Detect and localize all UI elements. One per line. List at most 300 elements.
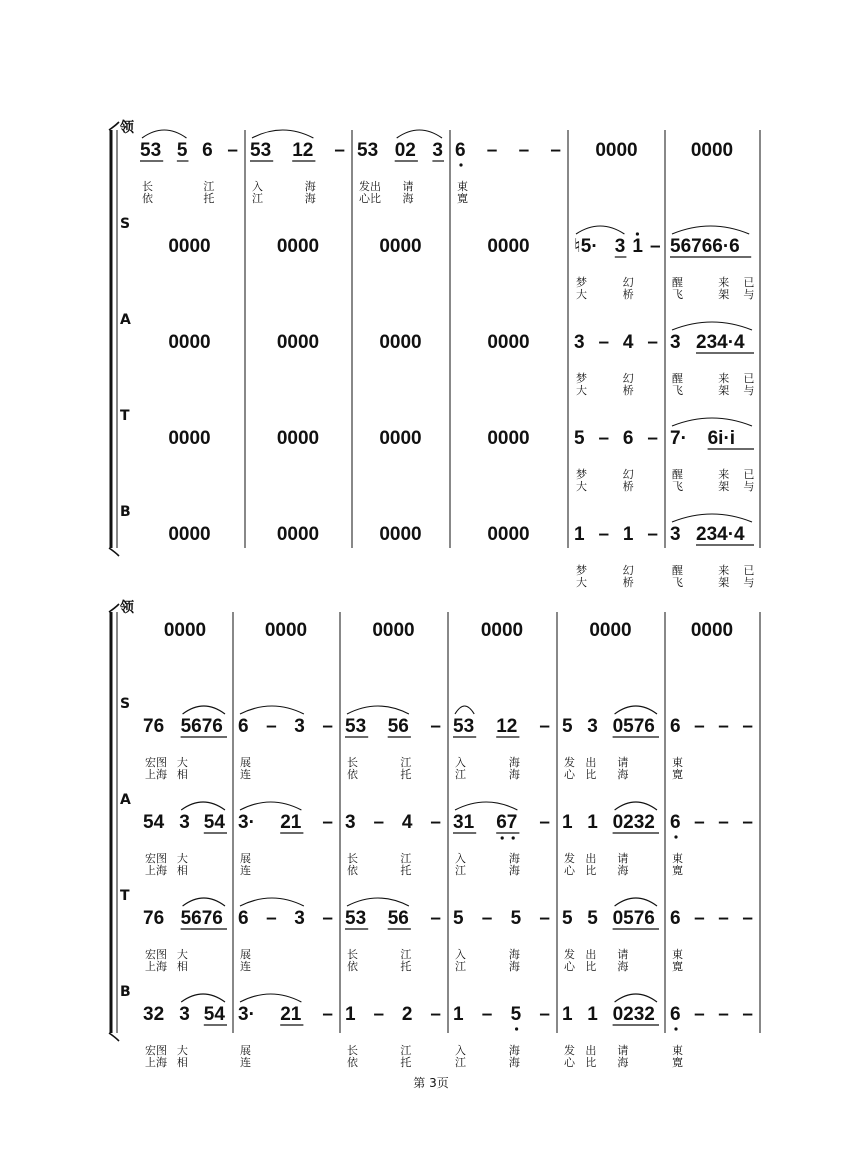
lyric: 海 — [617, 768, 629, 781]
note: 5 — [176, 140, 188, 161]
dash-hold: – — [539, 812, 550, 833]
dash-hold: – — [598, 428, 610, 449]
dash-hold: – — [486, 140, 498, 161]
note: 0576 — [612, 908, 655, 929]
rest-measure: 0000 — [276, 524, 320, 545]
lyric: 请 — [402, 180, 414, 193]
note: 4 — [401, 812, 413, 833]
note: 53 — [140, 140, 162, 161]
dash-hold: – — [694, 1004, 705, 1025]
lyric: 请 — [617, 756, 629, 769]
dash-hold: – — [718, 716, 729, 737]
lyric: 東 — [672, 1044, 683, 1057]
note: 5 — [510, 1004, 522, 1025]
note: 3 — [614, 236, 626, 257]
lyric: 宏图 — [145, 852, 167, 865]
note: 54 — [143, 812, 165, 833]
lyric: 比 — [585, 768, 597, 781]
lyric: 托 — [400, 960, 412, 973]
part-label: B — [120, 984, 131, 1000]
note: 3 — [179, 812, 190, 833]
dash-hold: – — [430, 716, 441, 737]
note: 1 — [574, 524, 585, 545]
dash-hold: – — [742, 1004, 753, 1025]
lyric: 飞 — [672, 480, 683, 493]
note: 3 — [670, 524, 681, 545]
note: 53 — [250, 140, 272, 161]
note: 3 — [587, 716, 598, 737]
octave-dot-low — [515, 1027, 518, 1030]
lyric: 大 — [576, 480, 587, 493]
slur — [347, 706, 409, 714]
dash-hold: – — [322, 908, 333, 929]
lyric: 醒 — [672, 564, 683, 577]
bracket-hook-bottom — [109, 1033, 119, 1041]
lyric: 架 — [718, 480, 730, 493]
lyric: 托 — [400, 1056, 412, 1069]
lyric: 江 — [203, 180, 215, 193]
lyric: 飞 — [672, 288, 683, 301]
lyric: 寛 — [457, 192, 468, 205]
dash-hold: – — [430, 908, 441, 929]
lyric: 已 — [743, 468, 755, 481]
slur — [181, 802, 225, 810]
note: 5676 — [180, 716, 223, 737]
lyric: 宏图 — [145, 1044, 167, 1057]
rest-measure: 0000 — [690, 620, 734, 641]
rest-measure: 0000 — [487, 428, 530, 449]
rest-measure: 0000 — [168, 236, 211, 257]
lyric: 大 — [176, 1044, 188, 1057]
lyric: 依 — [142, 192, 153, 205]
dash-hold: – — [266, 908, 277, 929]
part-label: S — [120, 216, 131, 232]
lyric: 桥 — [622, 576, 634, 589]
dash-hold: – — [227, 140, 238, 161]
lyric: 宏图 — [145, 756, 167, 769]
bracket-hook-bottom — [109, 548, 119, 556]
lyric: 架 — [718, 384, 730, 397]
rest-measure: 0000 — [589, 620, 632, 641]
lyric: 江 — [400, 756, 412, 769]
lyric: 入 — [252, 180, 263, 193]
lyric: 连 — [240, 864, 251, 877]
lyric: 江 — [455, 864, 466, 877]
lyric: 海 — [508, 1056, 520, 1069]
lyric: 幻 — [622, 372, 634, 385]
lyric: 比 — [585, 960, 597, 973]
note: 12 — [496, 716, 518, 737]
rest-measure: 0000 — [276, 332, 320, 353]
rest-measure: 0000 — [379, 524, 422, 545]
dash-hold: – — [598, 524, 610, 545]
note: 53 — [345, 908, 367, 929]
dash-hold: – — [373, 812, 385, 833]
part-label: S — [120, 696, 131, 712]
lyric: 已 — [743, 276, 755, 289]
lyric: 桥 — [622, 384, 634, 397]
slur — [672, 226, 749, 234]
lyric: 与 — [743, 288, 755, 301]
note: 2 — [401, 1004, 413, 1025]
note: 53 — [453, 716, 475, 737]
lyric: 東 — [457, 180, 468, 193]
slur — [240, 706, 304, 714]
note: 3 — [345, 812, 356, 833]
lyric: 心 — [564, 960, 575, 973]
dash-hold: – — [430, 812, 441, 833]
note: 6 — [238, 716, 249, 737]
slur — [347, 898, 409, 906]
lyric: 入 — [455, 852, 466, 865]
lyric: 江 — [400, 852, 412, 865]
rest-measure: 0000 — [487, 236, 530, 257]
note: 02 — [394, 140, 416, 161]
lyric: 长 — [347, 948, 358, 961]
lyric: 幻 — [622, 276, 634, 289]
lyric: 梦 — [576, 468, 587, 481]
note: 6i·i — [707, 428, 736, 449]
note: 53 — [357, 140, 379, 161]
lyric: 长 — [142, 180, 153, 193]
lyric: 海 — [508, 852, 520, 865]
note: 5676 — [180, 908, 223, 929]
dash-hold: – — [322, 812, 333, 833]
note: 56 — [387, 908, 409, 929]
lyric: 与 — [743, 480, 755, 493]
lyric: 请 — [617, 948, 629, 961]
lyric: 连 — [240, 960, 251, 973]
lyric: 心 — [564, 1056, 575, 1069]
lyric: 展 — [240, 852, 251, 865]
part-label: T — [120, 408, 130, 424]
dash-hold: – — [742, 716, 753, 737]
lyric: 寛 — [672, 768, 683, 781]
note: 3· — [238, 812, 255, 833]
rest-measure: 0000 — [163, 620, 207, 641]
rest-measure: 0000 — [487, 524, 530, 545]
lyric: 江 — [455, 960, 466, 973]
dash-hold: – — [334, 140, 345, 161]
lyric: 桥 — [622, 288, 634, 301]
bracket-hook-top — [109, 604, 119, 612]
part-label: A — [120, 312, 131, 328]
dash-hold: – — [742, 908, 753, 929]
dash-hold: – — [694, 812, 705, 833]
part-label: 领 — [120, 600, 134, 616]
lyric: 发 — [564, 1044, 575, 1057]
note: 234·4 — [696, 524, 745, 545]
lyric: 寛 — [672, 864, 683, 877]
lyric: 架 — [718, 576, 730, 589]
dash-hold: – — [539, 1004, 550, 1025]
lyric: 東 — [672, 756, 683, 769]
lyric: 大 — [576, 288, 587, 301]
rest-measure: 0000 — [264, 620, 308, 641]
lyric: 心 — [564, 864, 575, 877]
slur — [672, 322, 752, 330]
lyric: 托 — [203, 192, 215, 205]
dash-hold: – — [322, 716, 333, 737]
lyric: 入 — [455, 756, 466, 769]
lyric: 大 — [576, 576, 587, 589]
lyric: 展 — [240, 948, 251, 961]
note: 3 — [574, 332, 585, 353]
note: 234·4 — [696, 332, 745, 353]
lyric: 飞 — [672, 576, 683, 589]
lyric: 来 — [718, 372, 730, 385]
lyric: 与 — [743, 576, 755, 589]
note: 3 — [670, 332, 681, 353]
note: 31 — [453, 812, 475, 833]
lyric: 出 — [585, 756, 597, 769]
lyric: 已 — [743, 372, 755, 385]
note: 6 — [670, 812, 681, 833]
note: ♮5· — [574, 236, 598, 257]
lyric: 比 — [585, 1056, 597, 1069]
note: 6 — [202, 140, 213, 161]
note: 1 — [587, 1004, 598, 1025]
note: 54 — [203, 1004, 225, 1025]
lyric: 展 — [240, 1044, 251, 1057]
slur — [183, 706, 225, 714]
slur — [455, 802, 517, 810]
lyric: 海 — [508, 768, 520, 781]
lyric: 江 — [252, 192, 263, 205]
dash-hold: – — [718, 1004, 729, 1025]
bracket-hook-top — [109, 122, 119, 130]
lyric: 心比 — [359, 192, 381, 205]
dash-hold: – — [518, 140, 530, 161]
note: 7· — [670, 428, 687, 449]
lyric: 上海 — [145, 1056, 167, 1069]
lyric: 醒 — [672, 276, 683, 289]
lyric: 醒 — [672, 468, 683, 481]
note: 5 — [510, 908, 522, 929]
rest-measure: 0000 — [276, 236, 320, 257]
lyric: 出 — [585, 1044, 597, 1057]
note: 6 — [670, 716, 681, 737]
note: 76 — [143, 716, 165, 737]
lyric: 长 — [347, 756, 358, 769]
rest-measure: 0000 — [168, 524, 211, 545]
note: 5 — [453, 908, 464, 929]
lyric: 江 — [455, 1056, 466, 1069]
slur — [672, 418, 752, 426]
lyric: 大 — [176, 852, 188, 865]
lyric: 寛 — [672, 1056, 683, 1069]
rest-measure: 0000 — [372, 620, 415, 641]
lyric: 相 — [176, 1056, 188, 1069]
lyric: 江 — [400, 948, 412, 961]
note: 53 — [345, 716, 367, 737]
slur — [576, 226, 624, 234]
rest-measure: 0000 — [168, 332, 211, 353]
lyric: 请 — [617, 1044, 629, 1057]
rest-measure: 0000 — [480, 620, 524, 641]
note: 6 — [670, 1004, 681, 1025]
note: 0232 — [612, 1004, 655, 1025]
slur — [615, 802, 657, 810]
lyric: 入 — [455, 948, 466, 961]
lyric: 大 — [176, 948, 188, 961]
note: 5 — [587, 908, 598, 929]
slur — [181, 994, 225, 1002]
dash-hold: – — [647, 332, 658, 353]
lyric: 出 — [585, 948, 597, 961]
dash-hold: – — [694, 716, 705, 737]
lyric: 展 — [240, 756, 251, 769]
lyric: 依 — [347, 1056, 358, 1069]
lyric: 发 — [564, 948, 575, 961]
lyric: 依 — [347, 960, 358, 973]
rest-measure: 0000 — [595, 140, 638, 161]
note: 32 — [143, 1004, 165, 1025]
lyric: 上海 — [145, 864, 167, 877]
lyric: 海 — [508, 948, 520, 961]
dash-hold: – — [322, 1004, 333, 1025]
dash-hold: – — [373, 1004, 385, 1025]
lyric: 江 — [455, 768, 466, 781]
lyric: 大 — [576, 384, 587, 397]
lyric: 海 — [617, 1056, 629, 1069]
note: 3 — [294, 908, 305, 929]
octave-dot-low — [459, 163, 462, 166]
dash-hold: – — [647, 524, 658, 545]
lyric: 比 — [585, 864, 597, 877]
note: 21 — [280, 1004, 302, 1025]
lyric: 发 — [564, 756, 575, 769]
lyric: 上海 — [145, 960, 167, 973]
lyric: 来 — [718, 468, 730, 481]
dash-hold: – — [718, 908, 729, 929]
lyric: 梦 — [576, 564, 587, 577]
lyric: 依 — [347, 864, 358, 877]
slur — [240, 994, 301, 1002]
note: 4 — [622, 332, 634, 353]
lyric: 托 — [400, 864, 412, 877]
slur — [615, 994, 657, 1002]
lyric: 東 — [672, 948, 683, 961]
lyric: 海 — [617, 960, 629, 973]
note: 1 — [453, 1004, 464, 1025]
lyric: 宏图 — [145, 948, 167, 961]
note: 1 — [587, 812, 598, 833]
note: 56 — [387, 716, 409, 737]
lyric: 发 — [564, 852, 575, 865]
lyric: 托 — [400, 768, 412, 781]
note: 21 — [280, 812, 302, 833]
lyric: 上海 — [145, 768, 167, 781]
dash-hold: – — [598, 332, 610, 353]
rest-measure: 0000 — [379, 428, 422, 449]
note: 6 — [622, 428, 634, 449]
octave-dot-low — [512, 836, 515, 839]
lyric: 连 — [240, 768, 251, 781]
octave-dot-low — [674, 835, 677, 838]
note: 12 — [292, 140, 314, 161]
note: 5 — [562, 716, 573, 737]
note: 5 — [562, 908, 573, 929]
part-label: A — [120, 792, 131, 808]
dash-hold: – — [539, 716, 550, 737]
lyric: 醒 — [672, 372, 683, 385]
note: 1 — [622, 524, 634, 545]
slur — [142, 130, 186, 138]
dash-hold: – — [430, 1004, 441, 1025]
lyric: 海 — [508, 960, 520, 973]
lyric: 连 — [240, 1056, 251, 1069]
lyric: 飞 — [672, 384, 683, 397]
dash-hold: – — [539, 908, 550, 929]
slur — [183, 898, 225, 906]
lyric: 海 — [402, 192, 414, 205]
note: 6 — [455, 140, 466, 161]
lyric: 相 — [176, 960, 188, 973]
dash-hold: – — [481, 908, 493, 929]
slur — [615, 706, 657, 714]
lyric: 架 — [718, 288, 730, 301]
dash-hold: – — [650, 236, 661, 257]
note: 3· — [238, 1004, 255, 1025]
lyric: 请 — [617, 852, 629, 865]
octave-dot-low — [674, 1027, 677, 1030]
slur — [672, 514, 752, 522]
note: 3 — [432, 140, 443, 161]
slur — [240, 898, 304, 906]
lyric: 海 — [304, 192, 316, 205]
lyric: 海 — [508, 756, 520, 769]
rest-measure: 0000 — [379, 236, 422, 257]
note: 1 — [562, 812, 573, 833]
part-label: B — [120, 504, 131, 520]
lyric: 海 — [304, 180, 316, 193]
lyric: 心 — [564, 768, 575, 781]
note: 6 — [670, 908, 681, 929]
lyric: 海 — [508, 864, 520, 877]
lyric: 来 — [718, 564, 730, 577]
lyric: 海 — [617, 864, 629, 877]
page-number: 第 3页 — [413, 1076, 449, 1090]
note: 76 — [143, 908, 165, 929]
lyric: 来 — [718, 276, 730, 289]
lyric: 寛 — [672, 960, 683, 973]
dash-hold: – — [694, 908, 705, 929]
slur — [615, 898, 657, 906]
dash-hold: – — [742, 812, 753, 833]
note: 54 — [203, 812, 225, 833]
lyric: 桥 — [622, 480, 634, 493]
note: 0232 — [612, 812, 655, 833]
lyric: 已 — [743, 564, 755, 577]
octave-dot-high — [636, 232, 639, 235]
note: 0576 — [612, 716, 655, 737]
note: 1 — [562, 1004, 573, 1025]
part-label: 领 — [120, 120, 134, 136]
note: 3 — [179, 1004, 190, 1025]
note: 56766·6 — [670, 236, 740, 257]
rest-measure: 0000 — [487, 332, 530, 353]
note: 1 — [345, 1004, 356, 1025]
slur — [397, 130, 442, 138]
lyric: 与 — [743, 384, 755, 397]
rest-measure: 0000 — [690, 140, 734, 161]
part-label: T — [120, 888, 130, 904]
lyric: 海 — [508, 1044, 520, 1057]
lyric: 梦 — [576, 372, 587, 385]
dash-hold: – — [266, 716, 277, 737]
lyric: 依 — [347, 768, 358, 781]
